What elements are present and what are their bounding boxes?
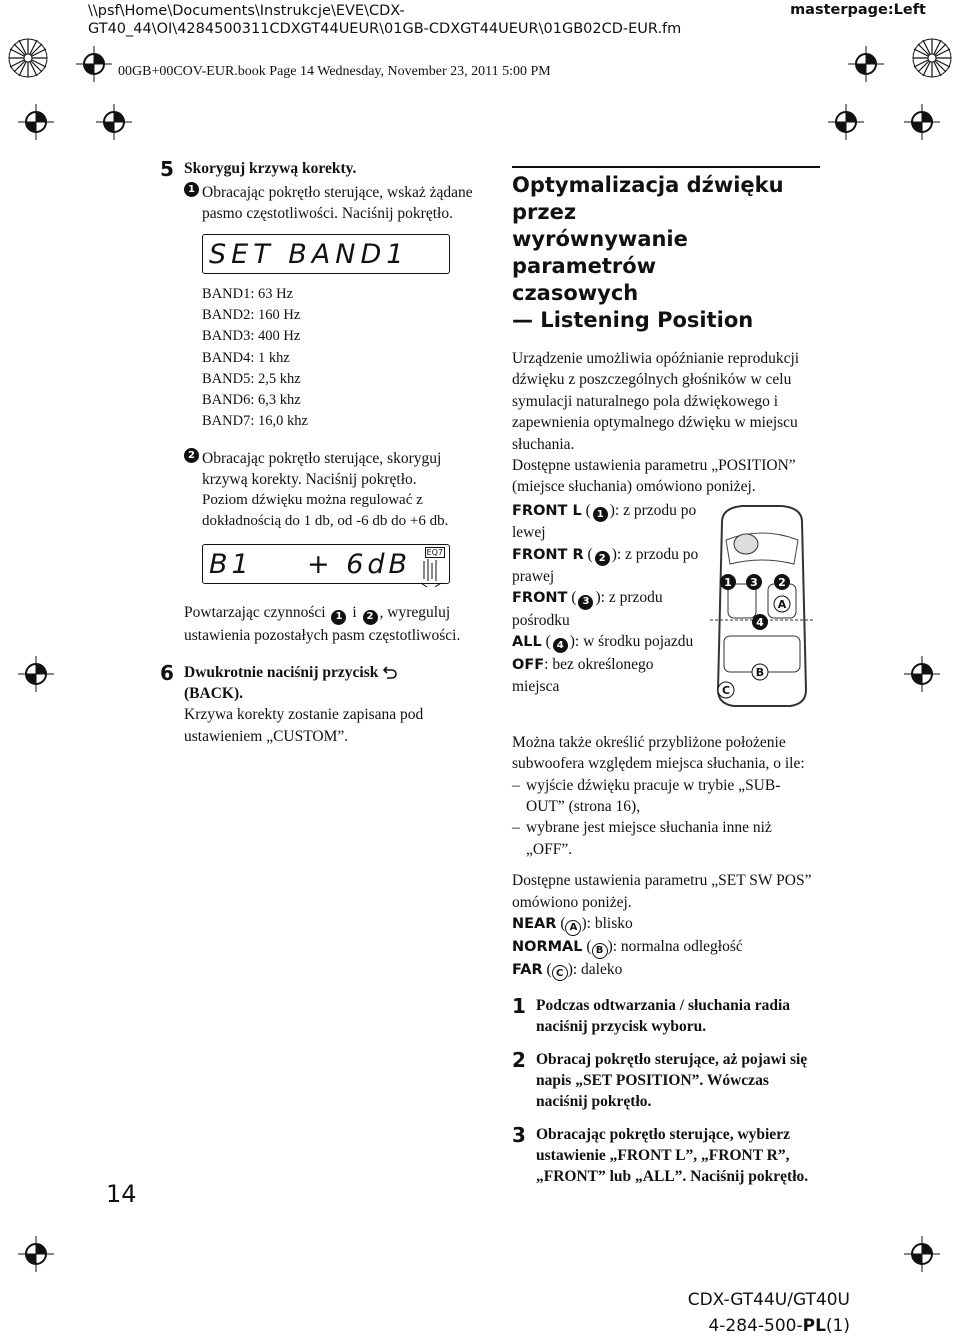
step-text: Obracając pokrętło sterujące, wybierz ustawienie „FRONT L”, „FRONT R”, „FRONT” lub „ALL”. Naciśnij pokrętło. (536, 1126, 809, 1186)
left-column (160, 158, 478, 747)
available-paragraph: Dostępne ustawienia parametru „POSITION” (miejsce słuchania) omówiono poniżej. (512, 457, 796, 496)
option-label: FRONT (512, 590, 568, 607)
registration-mark-icon (18, 1236, 54, 1272)
band-item: BAND7: 16,0 khz (202, 413, 308, 430)
condition-item (512, 775, 822, 818)
back-arrow-icon (382, 665, 398, 679)
code-part: 4-284-500- (708, 1316, 803, 1336)
substep-text: Poziom dźwięku można regulować z dokładnością do 1 db, od -6 db do +6 db. (202, 492, 449, 530)
step-title: Dwukrotnie naciśnij przycisk (184, 664, 379, 682)
marker-1-icon: 1 (184, 182, 199, 197)
band-item: BAND2: 160 Hz (202, 307, 301, 324)
model-number: CDX-GT44U/GT40U (687, 1290, 850, 1310)
option-front-l: FRONT L ( 1 ): z przodu po lewej (512, 501, 697, 542)
step-text: Podczas odtwarzania / słuchania radia naciśnij przycisk wyboru. (536, 997, 791, 1036)
step-number: 3 (512, 1123, 526, 1148)
file-path-line1: \\psf\Home\Documents\Instrukcje\EVE\CDX- (88, 3, 405, 19)
file-path-line2: GT40_44\OI\4284500311CDXGT44UEUR\01GB-CDXGT44UEUR\01GB02CD-EUR.fm (88, 21, 682, 37)
registration-mark-icon (904, 656, 940, 692)
step-5 (160, 158, 478, 180)
option-text: : bez określonego miejsca (512, 655, 654, 696)
marker-c-icon: C (721, 683, 731, 697)
option-off (512, 654, 702, 698)
condition-list (512, 775, 822, 861)
marker-2-icon: 2 (595, 551, 610, 566)
marker-1-icon: 1 (724, 575, 732, 589)
step-6 (160, 662, 478, 704)
substep-1 (184, 182, 478, 224)
sw-options (512, 913, 822, 981)
option-text: ): w środku pojazdu (569, 633, 694, 651)
step-title: (BACK). (184, 685, 243, 703)
option-label: FRONT R (512, 546, 584, 563)
lcd-value: + 6dB (307, 549, 412, 581)
option-text: ): daleko (567, 960, 623, 978)
intro-paragraph: Urządzenie umożliwia opóźnianie reprodukcji dźwięku z poszczególnych głośników w celu symulacji naturalnego pola dźwiękowego i zapewnienia optymalnego dźwięku w miejscu słuchania. (512, 350, 800, 453)
options-list (512, 500, 702, 698)
registration-mark-icon (96, 104, 132, 140)
section-heading (512, 172, 822, 334)
sw-option-far: FAR ( C ): daleko (512, 959, 822, 982)
step-number: 6 (160, 661, 174, 686)
car-seating-diagram (702, 500, 822, 710)
step-text: Obracaj pokrętło sterujące, aż pojawi się napis „SET POSITION”. Wówczas naciśnij pokrętło. (536, 1051, 808, 1111)
marker-4-icon: 4 (756, 615, 764, 629)
book-info-line: 00GB+00COV-EUR.book Page 14 Wednesday, November 23, 2011 5:00 PM (118, 64, 551, 79)
right-column (512, 172, 822, 1187)
masterpage-label: masterpage:Left (790, 2, 926, 18)
marker-4-icon: 4 (553, 638, 568, 653)
position-options (512, 500, 822, 714)
registration-mark-icon (904, 1236, 940, 1272)
condition-text: wybrane jest miejsce słuchania inne niż „OFF”. (526, 819, 772, 858)
speaker-icon (734, 534, 758, 554)
procedure-step-1 (512, 995, 822, 1037)
step-title: Skoryguj krzywą korekty. (184, 160, 357, 177)
marker-3-icon: 3 (578, 595, 593, 610)
option-text: ): z przodu po prawej (512, 545, 699, 586)
lcd-eq-tag: EQ7 (426, 548, 443, 558)
lcd-display (202, 234, 450, 274)
option-label: NEAR (512, 916, 557, 933)
marker-2-icon: 2 (184, 448, 199, 463)
marker-a-icon: A (565, 920, 581, 936)
option-label: NORMAL (512, 938, 583, 955)
substep-2 (184, 448, 478, 532)
step-number: 5 (160, 157, 174, 181)
registration-mark-icon (904, 104, 940, 140)
heading-line: Optymalizacja dźwięku przez (512, 173, 784, 224)
file-path (88, 2, 681, 38)
marker-c-icon: C (552, 965, 568, 981)
option-text: ): normalna odległość (607, 937, 743, 955)
marker-1-icon: 1 (593, 507, 608, 522)
crop-mark-icon (912, 38, 952, 78)
sw-option-near: NEAR ( A ): blisko (512, 913, 822, 936)
repeat-text: , wyreguluj ustawienia pozostałych pasm częstotliwości. (184, 604, 461, 644)
lcd-text: SET BAND1 (209, 239, 409, 270)
registration-mark-icon (848, 46, 884, 82)
dash: – (512, 776, 520, 794)
registration-mark-icon (18, 656, 54, 692)
heading-line: — Listening Position (512, 308, 754, 332)
sw-intro: Dostępne ustawienia parametru „SET SW POS” omówiono poniżej. (512, 872, 812, 911)
heading-line: wyrównywanie parametrów (512, 227, 688, 278)
step-number: 2 (512, 1048, 526, 1073)
band-item: BAND4: 1 khz (202, 349, 290, 366)
marker-2-icon: 2 (778, 575, 786, 589)
step-number: 1 (512, 994, 526, 1019)
option-text: ): blisko (581, 915, 633, 933)
sw-option-normal: NORMAL ( B ): normalna odległość (512, 936, 822, 959)
heading-line: czasowych (512, 281, 639, 305)
document-code (708, 1316, 850, 1336)
option-text: ): z przodu po lewej (512, 501, 697, 542)
band-item: BAND1: 63 Hz (202, 286, 294, 302)
option-front-r: FRONT R ( 2 ): z przodu po prawej (512, 545, 699, 586)
marker-a-icon: A (777, 597, 787, 611)
option-label: OFF (512, 656, 545, 673)
marker-3-icon: 3 (750, 575, 758, 589)
repeat-text: i (352, 604, 357, 622)
substep-text: Obracając pokrętło sterujące, wskaż żądane pasmo częstotliwości. Naciśnij pokrętło. (202, 184, 473, 222)
registration-mark-icon (18, 104, 54, 140)
section-rule (512, 166, 820, 168)
step-text: Krzywa korekty zostanie zapisana pod ustawieniem „CUSTOM”. (184, 706, 424, 745)
option-all: ALL ( 4 ): w środku pojazdu (512, 631, 702, 653)
repeat-paragraph (184, 602, 478, 646)
subwoofer-intro: Można także określić przybliżone położenie subwoofera względem miejsca słuchania, o ile: (512, 733, 805, 773)
band-item: BAND5: 2,5 khz (202, 370, 301, 387)
option-label: FAR (512, 961, 543, 978)
marker-b-icon: B (755, 665, 765, 679)
option-text: ): z przodu pośrodku (512, 589, 663, 629)
option-label: ALL (512, 634, 542, 651)
marker-1-icon: 1 (331, 610, 346, 625)
repeat-text: Powtarzając czynności (184, 604, 326, 622)
dash: – (512, 819, 520, 837)
lcd-band: B1 (209, 549, 253, 581)
page-number: 14 (106, 1180, 137, 1208)
option-front: FRONT ( 3 ): z przodu pośrodku (512, 589, 663, 629)
option-label: FRONT L (512, 502, 582, 519)
crop-mark-icon (8, 38, 48, 78)
code-lang: PL (802, 1316, 826, 1336)
registration-mark-icon (76, 46, 112, 82)
band-item: BAND3: 400 Hz (202, 328, 301, 345)
eq-bars-icon (421, 557, 441, 587)
band-item: BAND6: 6,3 khz (202, 392, 301, 409)
condition-text: wyjście dźwięku pracuje w trybie „SUB-OUT” (strona 16), (526, 776, 781, 816)
code-part: (1) (825, 1316, 850, 1336)
condition-item (512, 817, 822, 860)
lcd-display-eq (202, 544, 450, 584)
procedure-step-3 (512, 1124, 822, 1187)
registration-mark-icon (828, 104, 864, 140)
substep-title: Obracając pokrętło sterujące, skoryguj krzywą korekty. Naciśnij pokrętło. (202, 450, 442, 489)
band-list (202, 284, 478, 432)
marker-2-icon: 2 (363, 610, 378, 625)
procedure-step-2 (512, 1049, 822, 1112)
marker-b-icon: B (592, 943, 608, 959)
